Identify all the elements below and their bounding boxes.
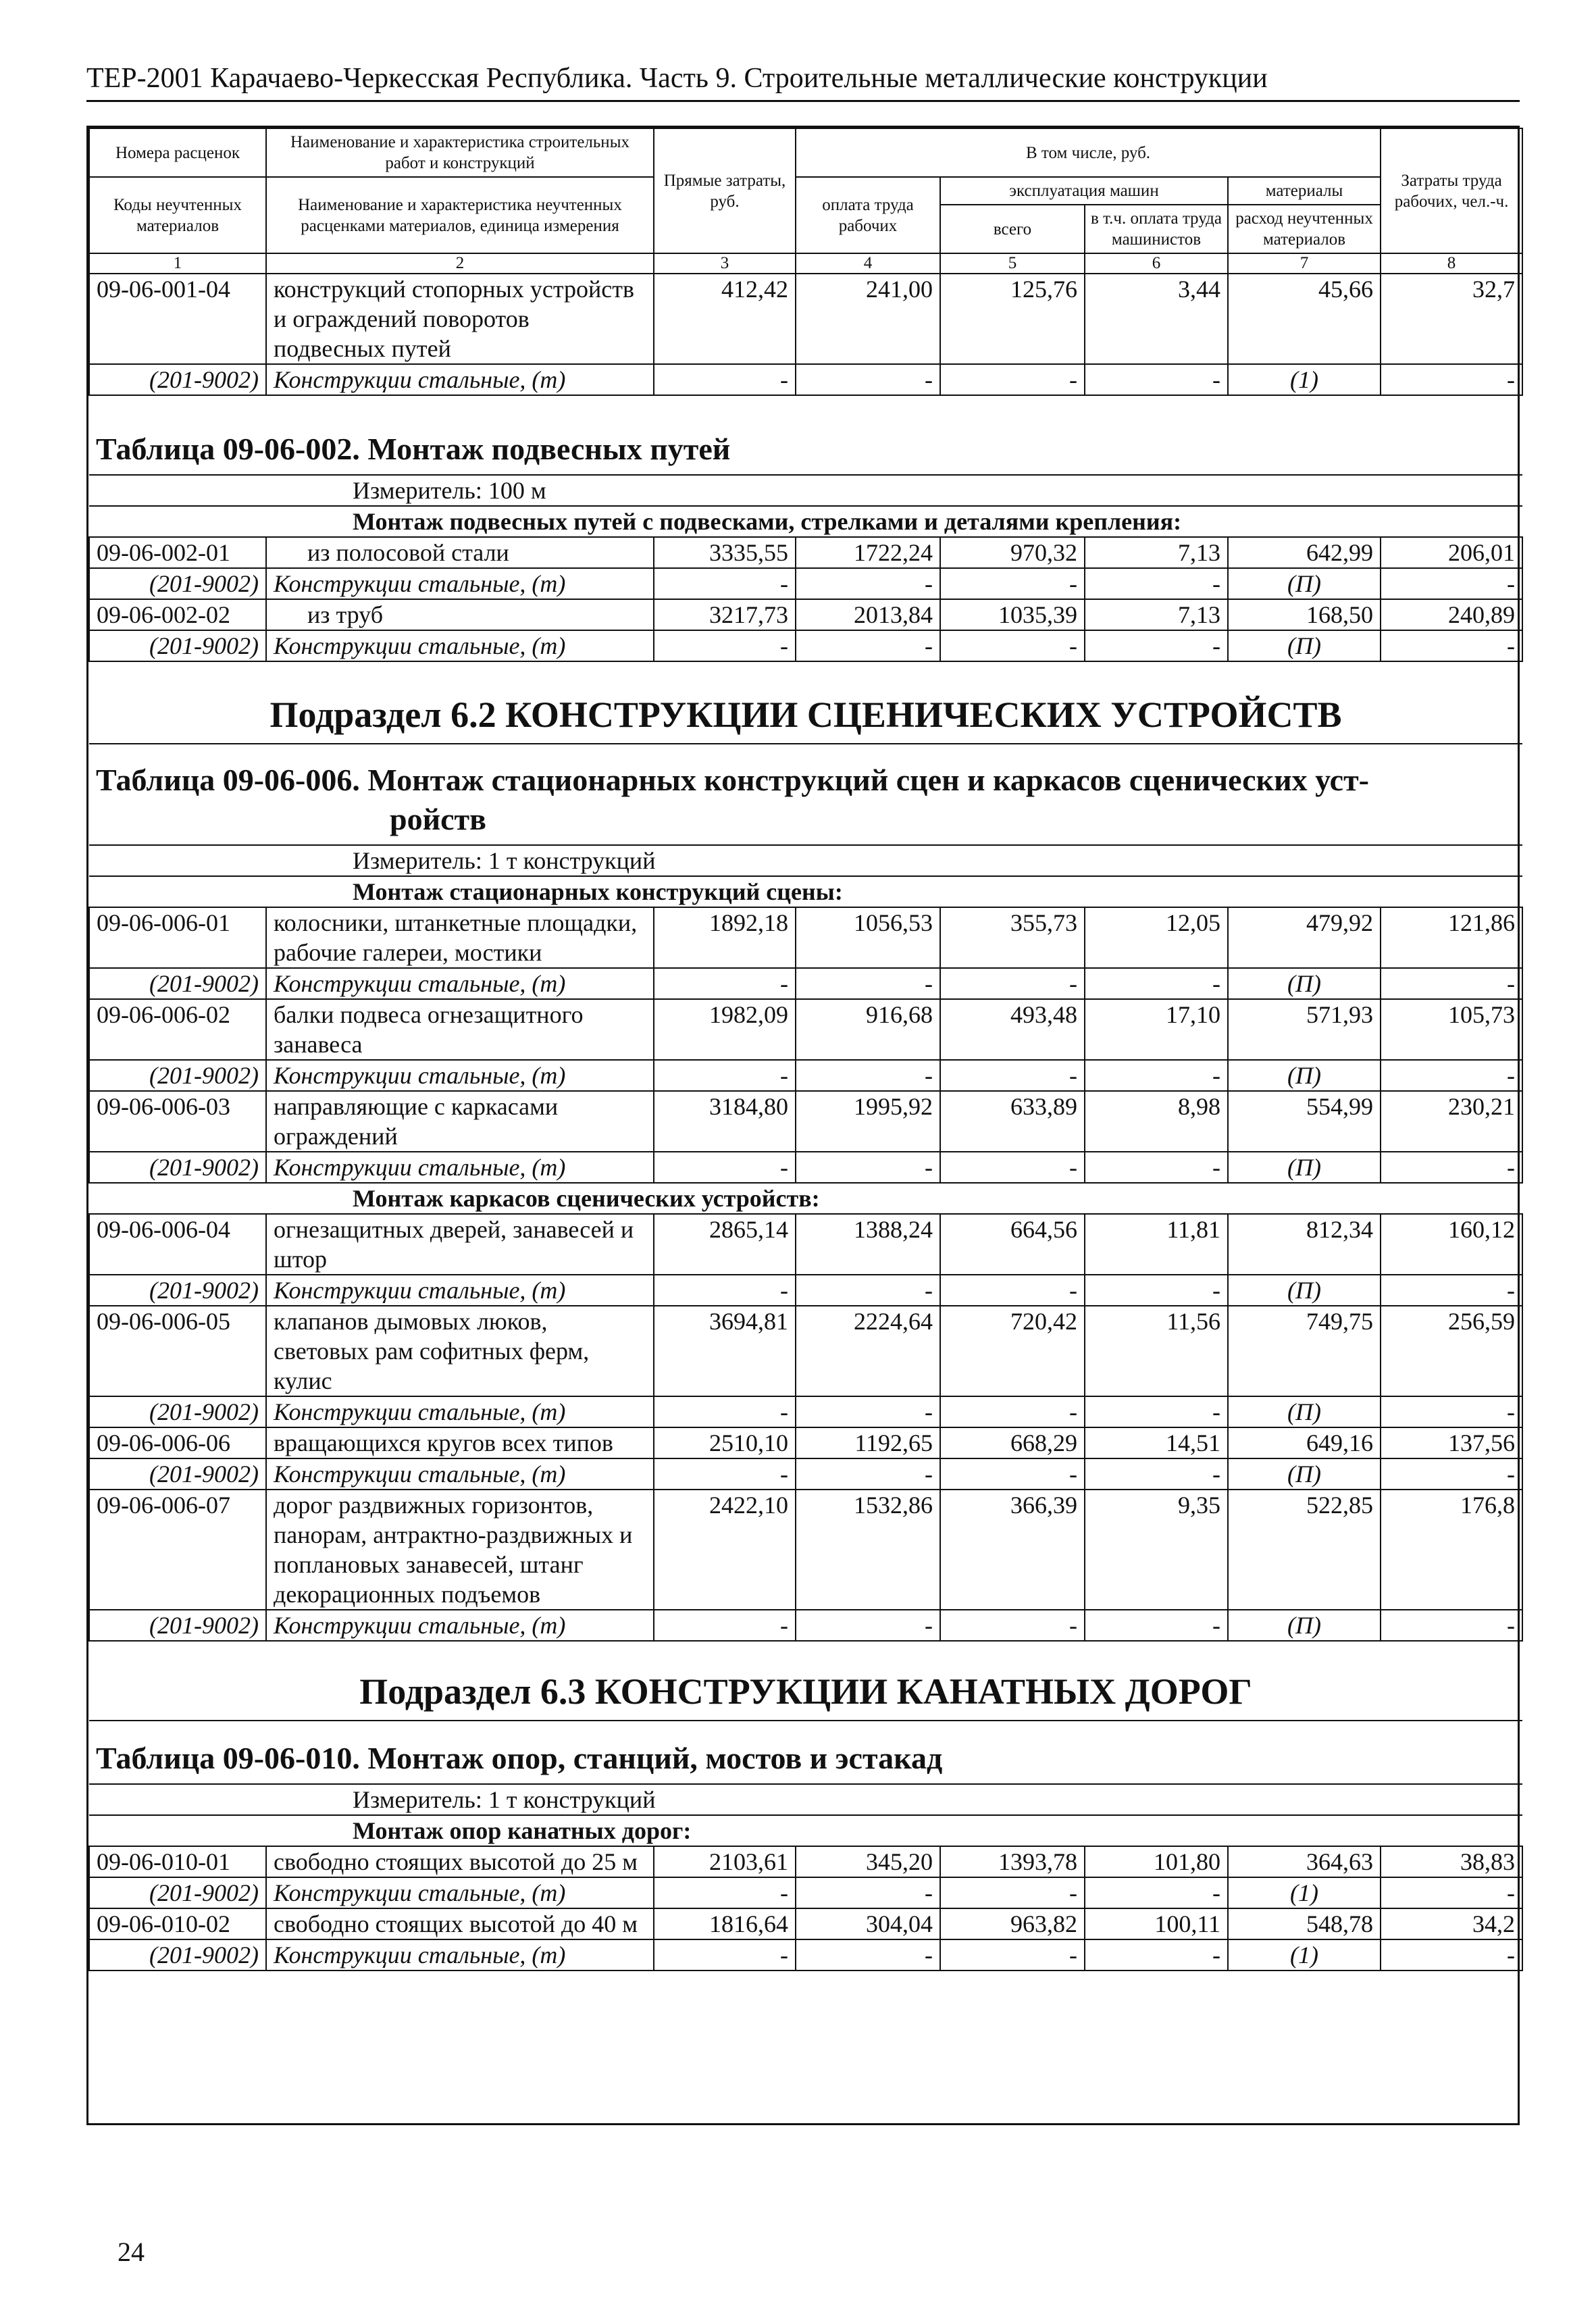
material-use-mark: (П) bbox=[1228, 568, 1381, 599]
dash: - bbox=[1381, 1152, 1522, 1183]
dash: - bbox=[1381, 1610, 1522, 1641]
machines-total: 1035,39 bbox=[940, 599, 1085, 630]
group-label: Монтаж подвесных путей с подвесками, стрелками и деталями крепления: bbox=[89, 506, 1522, 537]
labor: 34,2 bbox=[1381, 1908, 1522, 1939]
dash: - bbox=[1085, 364, 1228, 395]
dash: - bbox=[1085, 568, 1228, 599]
dash: - bbox=[1085, 1396, 1228, 1427]
labor: 230,21 bbox=[1381, 1091, 1522, 1152]
subsection-title-row bbox=[89, 661, 1522, 744]
operators-wages: 17,10 bbox=[1085, 999, 1228, 1060]
labor: 38,83 bbox=[1381, 1846, 1522, 1877]
machines-total: 668,29 bbox=[940, 1427, 1085, 1458]
group-row bbox=[89, 506, 1522, 537]
material-row bbox=[89, 1152, 1522, 1183]
material-use-mark: (П) bbox=[1228, 1396, 1381, 1427]
table-title-row bbox=[89, 1721, 1522, 1784]
material-row bbox=[89, 1060, 1522, 1091]
wages: 2224,64 bbox=[796, 1306, 940, 1396]
table-row bbox=[89, 1091, 1522, 1152]
material-row bbox=[89, 630, 1522, 661]
col-name-header: Наименование и характеристика строительных работ и конструкций bbox=[266, 128, 654, 177]
dash: - bbox=[940, 1396, 1085, 1427]
dash: - bbox=[1381, 364, 1522, 395]
operators-wages: 7,13 bbox=[1085, 537, 1228, 568]
dash: - bbox=[796, 1060, 940, 1091]
dash: - bbox=[940, 1275, 1085, 1306]
material-use-mark: (1) bbox=[1228, 1939, 1381, 1971]
material-name: Конструкции стальные, (т) bbox=[266, 968, 654, 999]
unit-row bbox=[89, 475, 1522, 506]
direct-cost: 1892,18 bbox=[654, 907, 796, 968]
col-labor-header: Затраты труда рабочих, чел.-ч. bbox=[1381, 128, 1522, 253]
table-row bbox=[89, 1306, 1522, 1396]
col-codes-header: Номера расценок bbox=[89, 128, 266, 177]
materials: 522,85 bbox=[1228, 1490, 1381, 1610]
dash: - bbox=[796, 1877, 940, 1908]
wages: 1192,65 bbox=[796, 1427, 940, 1458]
wages: 304,04 bbox=[796, 1908, 940, 1939]
table-row bbox=[89, 1846, 1522, 1877]
direct-cost: 2510,10 bbox=[654, 1427, 796, 1458]
wages: 916,68 bbox=[796, 999, 940, 1060]
unit-label: Измеритель: 1 т конструкций bbox=[89, 845, 1522, 876]
labor: 121,86 bbox=[1381, 907, 1522, 968]
dash: - bbox=[940, 1458, 1085, 1490]
machines-total: 720,42 bbox=[940, 1306, 1085, 1396]
dash: - bbox=[654, 1275, 796, 1306]
machines-total: 963,82 bbox=[940, 1908, 1085, 1939]
dash: - bbox=[796, 1275, 940, 1306]
machines-total: 493,48 bbox=[940, 999, 1085, 1060]
dash: - bbox=[654, 1152, 796, 1183]
rate-name: направляющие с каркасами ограждений bbox=[266, 1091, 654, 1152]
material-use-mark: (П) bbox=[1228, 1152, 1381, 1183]
labor: 176,8 bbox=[1381, 1490, 1522, 1610]
material-row bbox=[89, 1458, 1522, 1490]
materials: 479,92 bbox=[1228, 907, 1381, 968]
machines-total: 664,56 bbox=[940, 1214, 1085, 1275]
col-index: 6 bbox=[1085, 253, 1228, 274]
material-name: Конструкции стальные, (т) bbox=[266, 1610, 654, 1641]
rate-name: огнезащитных дверей, занавесей и штор bbox=[266, 1214, 654, 1275]
operators-wages: 11,81 bbox=[1085, 1214, 1228, 1275]
dash: - bbox=[1085, 1060, 1228, 1091]
rate-code: 09-06-010-01 bbox=[89, 1846, 266, 1877]
material-name: Конструкции стальные, (т) bbox=[266, 630, 654, 661]
dash: - bbox=[796, 630, 940, 661]
labor: 206,01 bbox=[1381, 537, 1522, 568]
col-machines-total-header: всего bbox=[940, 205, 1085, 253]
price-table bbox=[88, 128, 1523, 1971]
table-title-row bbox=[89, 744, 1522, 845]
subsection-title-row bbox=[89, 1641, 1522, 1721]
rate-name: конструкций стопорных устройств и ограждений поворотов подвесных путей bbox=[266, 274, 654, 364]
material-row bbox=[89, 1396, 1522, 1427]
rate-code: 09-06-006-01 bbox=[89, 907, 266, 968]
materials: 45,66 bbox=[1228, 274, 1381, 364]
col-material-use-header: расход неучтенных материалов bbox=[1228, 205, 1381, 253]
dash: - bbox=[940, 568, 1085, 599]
table-title bbox=[89, 744, 1522, 845]
table-title-line-2: ройств bbox=[390, 802, 486, 836]
machines-total: 1393,78 bbox=[940, 1846, 1085, 1877]
material-row bbox=[89, 968, 1522, 999]
dash: - bbox=[1381, 968, 1522, 999]
dash: - bbox=[1381, 568, 1522, 599]
rate-code: 09-06-002-01 bbox=[89, 537, 266, 568]
operators-wages: 9,35 bbox=[1085, 1490, 1228, 1610]
rate-name: из полосовой стали bbox=[266, 537, 654, 568]
rate-code: 09-06-002-02 bbox=[89, 599, 266, 630]
material-code: (201-9002) bbox=[89, 1458, 266, 1490]
dash: - bbox=[654, 364, 796, 395]
materials: 548,78 bbox=[1228, 1908, 1381, 1939]
rate-code: 09-06-006-02 bbox=[89, 999, 266, 1060]
rate-name: свободно стоящих высотой до 40 м bbox=[266, 1908, 654, 1939]
dash: - bbox=[1085, 968, 1228, 999]
table-title: Таблица 09-06-002. Монтаж подвесных путей bbox=[89, 395, 1522, 475]
labor: 137,56 bbox=[1381, 1427, 1522, 1458]
operators-wages: 3,44 bbox=[1085, 274, 1228, 364]
material-code: (201-9002) bbox=[89, 968, 266, 999]
table-row bbox=[89, 599, 1522, 630]
labor: 105,73 bbox=[1381, 999, 1522, 1060]
material-row bbox=[89, 1939, 1522, 1971]
table-row bbox=[89, 1490, 1522, 1610]
rate-code: 09-06-006-04 bbox=[89, 1214, 266, 1275]
group-label: Монтаж опор канатных дорог: bbox=[89, 1815, 1522, 1846]
col-operators-wages-header: в т.ч. оплата труда машинистов bbox=[1085, 205, 1228, 253]
dash: - bbox=[654, 1060, 796, 1091]
machines-total: 125,76 bbox=[940, 274, 1085, 364]
dash: - bbox=[796, 568, 940, 599]
price-table-frame bbox=[86, 126, 1520, 2125]
operators-wages: 14,51 bbox=[1085, 1427, 1228, 1458]
material-code: (201-9002) bbox=[89, 568, 266, 599]
col-material-name-header: Наименование и характеристика неучтенных расценками материалов, единица измерения bbox=[266, 177, 654, 253]
unit-row bbox=[89, 1784, 1522, 1815]
direct-cost: 2422,10 bbox=[654, 1490, 796, 1610]
machines-total: 633,89 bbox=[940, 1091, 1085, 1152]
labor: 256,59 bbox=[1381, 1306, 1522, 1396]
rate-name: дорог раздвижных горизонтов, панорам, антрактно-раздвижных и поплановых занавесей, штанг декорационных подъемов bbox=[266, 1490, 654, 1610]
dash: - bbox=[796, 968, 940, 999]
direct-cost: 2865,14 bbox=[654, 1214, 796, 1275]
dash: - bbox=[1381, 1396, 1522, 1427]
materials: 554,99 bbox=[1228, 1091, 1381, 1152]
dash: - bbox=[1381, 1458, 1522, 1490]
rate-code: 09-06-006-03 bbox=[89, 1091, 266, 1152]
direct-cost: 1816,64 bbox=[654, 1908, 796, 1939]
unit-row bbox=[89, 845, 1522, 876]
material-code: (201-9002) bbox=[89, 630, 266, 661]
table-row bbox=[89, 999, 1522, 1060]
column-index-row bbox=[89, 253, 1522, 274]
materials: 812,34 bbox=[1228, 1214, 1381, 1275]
materials: 571,93 bbox=[1228, 999, 1381, 1060]
dash: - bbox=[1381, 1060, 1522, 1091]
group-row bbox=[89, 876, 1522, 907]
material-use-mark: (1) bbox=[1228, 1877, 1381, 1908]
direct-cost: 1982,09 bbox=[654, 999, 796, 1060]
wages: 1532,86 bbox=[796, 1490, 940, 1610]
dash: - bbox=[654, 1877, 796, 1908]
operators-wages: 7,13 bbox=[1085, 599, 1228, 630]
material-name: Конструкции стальные, (т) bbox=[266, 1152, 654, 1183]
dash: - bbox=[940, 1060, 1085, 1091]
wages: 345,20 bbox=[796, 1846, 940, 1877]
material-name: Конструкции стальные, (т) bbox=[266, 1275, 654, 1306]
col-materials-group-header: материалы bbox=[1228, 177, 1381, 205]
rate-code: 09-06-006-05 bbox=[89, 1306, 266, 1396]
dash: - bbox=[940, 1939, 1085, 1971]
material-use-mark: (П) bbox=[1228, 968, 1381, 999]
group-row bbox=[89, 1183, 1522, 1214]
dash: - bbox=[940, 968, 1085, 999]
dash: - bbox=[1381, 1939, 1522, 1971]
rate-name: вращающихся кругов всех типов bbox=[266, 1427, 654, 1458]
dash: - bbox=[796, 1939, 940, 1971]
col-index: 5 bbox=[940, 253, 1085, 274]
material-name: Конструкции стальные, (т) bbox=[266, 1939, 654, 1971]
material-code: (201-9002) bbox=[89, 1877, 266, 1908]
dash: - bbox=[654, 1458, 796, 1490]
wages: 241,00 bbox=[796, 274, 940, 364]
col-material-codes-header: Коды неучтенных материалов bbox=[89, 177, 266, 253]
unit-label: Измеритель: 100 м bbox=[89, 475, 1522, 506]
material-use-mark: (П) bbox=[1228, 1275, 1381, 1306]
rate-name: колосники, штанкетные площадки, рабочие галереи, мостики bbox=[266, 907, 654, 968]
table-title: Таблица 09-06-010. Монтаж опор, станций, мостов и эстакад bbox=[89, 1721, 1522, 1784]
machines-total: 366,39 bbox=[940, 1490, 1085, 1610]
rate-code: 09-06-010-02 bbox=[89, 1908, 266, 1939]
dash: - bbox=[1085, 1275, 1228, 1306]
col-index: 2 bbox=[266, 253, 654, 274]
col-machines-header: эксплуатация машин bbox=[940, 177, 1228, 205]
material-name: Конструкции стальные, (т) bbox=[266, 568, 654, 599]
dash: - bbox=[654, 1939, 796, 1971]
dash: - bbox=[940, 1610, 1085, 1641]
dash: - bbox=[654, 1610, 796, 1641]
dash: - bbox=[940, 1877, 1085, 1908]
operators-wages: 101,80 bbox=[1085, 1846, 1228, 1877]
rate-code: 09-06-001-04 bbox=[89, 274, 266, 364]
dash: - bbox=[654, 630, 796, 661]
material-name: Конструкции стальные, (т) bbox=[266, 1060, 654, 1091]
material-row bbox=[89, 1877, 1522, 1908]
col-index: 3 bbox=[654, 253, 796, 274]
material-use-mark: (П) bbox=[1228, 1060, 1381, 1091]
col-index: 8 bbox=[1381, 253, 1522, 274]
dash: - bbox=[1085, 1152, 1228, 1183]
table-row bbox=[89, 537, 1522, 568]
direct-cost: 412,42 bbox=[654, 274, 796, 364]
dash: - bbox=[1085, 630, 1228, 661]
table-row bbox=[89, 1427, 1522, 1458]
dash: - bbox=[1381, 1275, 1522, 1306]
materials: 649,16 bbox=[1228, 1427, 1381, 1458]
unit-label: Измеритель: 1 т конструкций bbox=[89, 1784, 1522, 1815]
wages: 1722,24 bbox=[796, 537, 940, 568]
dash: - bbox=[796, 364, 940, 395]
wages: 2013,84 bbox=[796, 599, 940, 630]
material-use-mark: (П) bbox=[1228, 1610, 1381, 1641]
dash: - bbox=[940, 364, 1085, 395]
labor: 240,89 bbox=[1381, 599, 1522, 630]
material-name: Конструкции стальные, (т) bbox=[266, 1458, 654, 1490]
subsection-title: Подраздел 6.2 КОНСТРУКЦИИ СЦЕНИЧЕСКИХ УСТРОЙСТВ bbox=[89, 661, 1522, 744]
rate-name: свободно стоящих высотой до 25 м bbox=[266, 1846, 654, 1877]
direct-cost: 3335,55 bbox=[654, 537, 796, 568]
dash: - bbox=[1085, 1939, 1228, 1971]
material-name: Конструкции стальные, (т) bbox=[266, 1877, 654, 1908]
rate-code: 09-06-006-07 bbox=[89, 1490, 266, 1610]
dash: - bbox=[796, 1152, 940, 1183]
wages: 1388,24 bbox=[796, 1214, 940, 1275]
subsection-title: Подраздел 6.3 КОНСТРУКЦИИ КАНАТНЫХ ДОРОГ bbox=[89, 1641, 1522, 1721]
material-code: (201-9002) bbox=[89, 1396, 266, 1427]
col-index: 1 bbox=[89, 253, 266, 274]
material-code: (201-9002) bbox=[89, 1610, 266, 1641]
dash: - bbox=[796, 1458, 940, 1490]
header-row-2 bbox=[89, 177, 1522, 205]
operators-wages: 11,56 bbox=[1085, 1306, 1228, 1396]
col-index: 4 bbox=[796, 253, 940, 274]
running-header: ТЕР-2001 Карачаево-Черкесская Республика. Часть 9. Строительные металлические конструкции bbox=[86, 62, 1520, 102]
material-row bbox=[89, 1275, 1522, 1306]
dash: - bbox=[654, 968, 796, 999]
material-code: (201-9002) bbox=[89, 1060, 266, 1091]
dash: - bbox=[1085, 1610, 1228, 1641]
group-row bbox=[89, 1815, 1522, 1846]
wages: 1995,92 bbox=[796, 1091, 940, 1152]
table-row bbox=[89, 1908, 1522, 1939]
table-row bbox=[89, 274, 1522, 364]
rate-name: балки подвеса огнезащитного занавеса bbox=[266, 999, 654, 1060]
direct-cost: 3217,73 bbox=[654, 599, 796, 630]
table-row bbox=[89, 1214, 1522, 1275]
material-code: (201-9002) bbox=[89, 1152, 266, 1183]
material-name: Конструкции стальные, (т) bbox=[266, 364, 654, 395]
rate-code: 09-06-006-06 bbox=[89, 1427, 266, 1458]
col-direct-cost-header: Прямые затраты, руб. bbox=[654, 128, 796, 253]
direct-cost: 2103,61 bbox=[654, 1846, 796, 1877]
header-row-1 bbox=[89, 128, 1522, 177]
operators-wages: 12,05 bbox=[1085, 907, 1228, 968]
material-use-mark: (П) bbox=[1228, 630, 1381, 661]
direct-cost: 3184,80 bbox=[654, 1091, 796, 1152]
dash: - bbox=[654, 1396, 796, 1427]
direct-cost: 3694,81 bbox=[654, 1306, 796, 1396]
material-use-mark: (1) bbox=[1228, 364, 1381, 395]
col-wages-header: оплата труда рабочих bbox=[796, 177, 940, 253]
material-code: (201-9002) bbox=[89, 364, 266, 395]
operators-wages: 100,11 bbox=[1085, 1908, 1228, 1939]
material-row bbox=[89, 364, 1522, 395]
labor: 160,12 bbox=[1381, 1214, 1522, 1275]
col-incl-header: В том числе, руб. bbox=[796, 128, 1381, 177]
dash: - bbox=[1381, 630, 1522, 661]
materials: 749,75 bbox=[1228, 1306, 1381, 1396]
material-name: Конструкции стальные, (т) bbox=[266, 1396, 654, 1427]
machines-total: 970,32 bbox=[940, 537, 1085, 568]
group-label: Монтаж каркасов сценических устройств: bbox=[89, 1183, 1522, 1214]
dash: - bbox=[796, 1610, 940, 1641]
operators-wages: 8,98 bbox=[1085, 1091, 1228, 1152]
table-row bbox=[89, 907, 1522, 968]
group-label: Монтаж стационарных конструкций сцены: bbox=[89, 876, 1522, 907]
dash: - bbox=[654, 568, 796, 599]
material-code: (201-9002) bbox=[89, 1939, 266, 1971]
rate-name: из труб bbox=[266, 599, 654, 630]
dash: - bbox=[796, 1396, 940, 1427]
material-row bbox=[89, 1610, 1522, 1641]
materials: 168,50 bbox=[1228, 599, 1381, 630]
machines-total: 355,73 bbox=[940, 907, 1085, 968]
material-code: (201-9002) bbox=[89, 1275, 266, 1306]
materials: 364,63 bbox=[1228, 1846, 1381, 1877]
labor: 32,7 bbox=[1381, 274, 1522, 364]
page-number: 24 bbox=[118, 2237, 145, 2267]
dash: - bbox=[940, 1152, 1085, 1183]
rate-name: клапанов дымовых люков, световых рам софитных ферм, кулис bbox=[266, 1306, 654, 1396]
dash: - bbox=[1085, 1877, 1228, 1908]
material-row bbox=[89, 568, 1522, 599]
col-index: 7 bbox=[1228, 253, 1381, 274]
table-title-row bbox=[89, 395, 1522, 475]
dash: - bbox=[1381, 1877, 1522, 1908]
table-title-line-1: Таблица 09-06-006. Монтаж стационарных конструкций сцен и каркасов сценических уст- bbox=[96, 763, 1369, 797]
wages: 1056,53 bbox=[796, 907, 940, 968]
material-use-mark: (П) bbox=[1228, 1458, 1381, 1490]
materials: 642,99 bbox=[1228, 537, 1381, 568]
dash: - bbox=[1085, 1458, 1228, 1490]
dash: - bbox=[940, 630, 1085, 661]
